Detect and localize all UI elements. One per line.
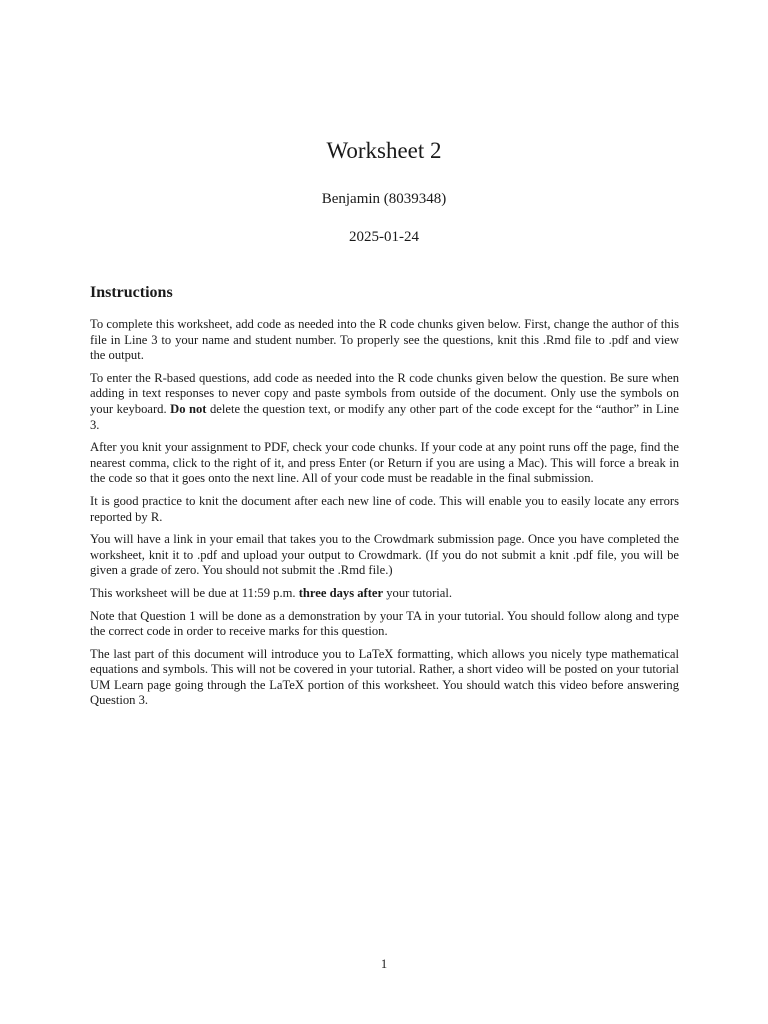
paragraph-6-text-b: your tutorial.: [383, 585, 453, 600]
paragraph-3: After you knit your assignment to PDF, check your code chunks. If your code at any point runs off the page, find the nearest comma, click to the right of it, and press Enter (or Return if you are using a Mac). This will force a break in the code so that it goes onto the next line. All of your code must be readable in the final submission.: [90, 440, 679, 486]
paragraph-2-text-a: To enter the R-based questions, add code as needed into the R code chunks given below the question. Be sure when adding in text responses to never copy and paste symbols from outside of the document. Only use the symbols on your keyboard.: [90, 370, 679, 416]
paragraph-2-text-b: delete the question text, or modify any other part of the code except for the “author” in Line 3.: [90, 401, 679, 432]
paragraph-6: [90, 586, 679, 602]
instructions-heading: Instructions: [90, 284, 173, 301]
paragraph-8: The last part of this document will introduce you to LaTeX formatting, which allows you nicely type mathematical equations and symbols. This will not be covered in your tutorial. Rather, a short video will be posted on your tutorial UM Learn page going through the LaTeX portion of this worksheet. You should watch this video before answering Question 3.: [90, 646, 679, 708]
document-title: Worksheet 2: [326, 138, 442, 163]
paragraph-2-bold: Do not: [170, 401, 207, 416]
paragraph-7: Note that Question 1 will be done as a demonstration by your TA in your tutorial. You should follow along and type the correct code in order to receive marks for this question.: [90, 608, 679, 639]
instructions-body: [90, 317, 679, 716]
paragraph-5: You will have a link in your email that takes you to the Crowdmark submission page. Once you have completed the worksheet, knit it to .pdf and upload your output to Crowdmark. (If you do not submit a knit .pdf file, you will be given a grade of zero. You should not submit the .Rmd file.): [90, 532, 679, 578]
paragraph-2: [90, 371, 679, 433]
page-number: 1: [380, 957, 388, 971]
document-date: 2025-01-24: [349, 229, 419, 245]
paragraph-6-text-a: This worksheet will be due at 11:59 p.m.: [90, 585, 299, 600]
document-author: Benjamin (8039348): [321, 191, 447, 207]
paragraph-4: It is good practice to knit the document after each new line of code. This will enable you to easily locate any errors reported by R.: [90, 493, 679, 524]
paragraph-1: To complete this worksheet, add code as needed into the R code chunks given below. First, change the author of this file in Line 3 to your name and student number. To properly see the questions, knit this .Rmd file to .pdf and view the output.: [90, 317, 679, 363]
paragraph-6-bold: three days after: [298, 585, 384, 600]
